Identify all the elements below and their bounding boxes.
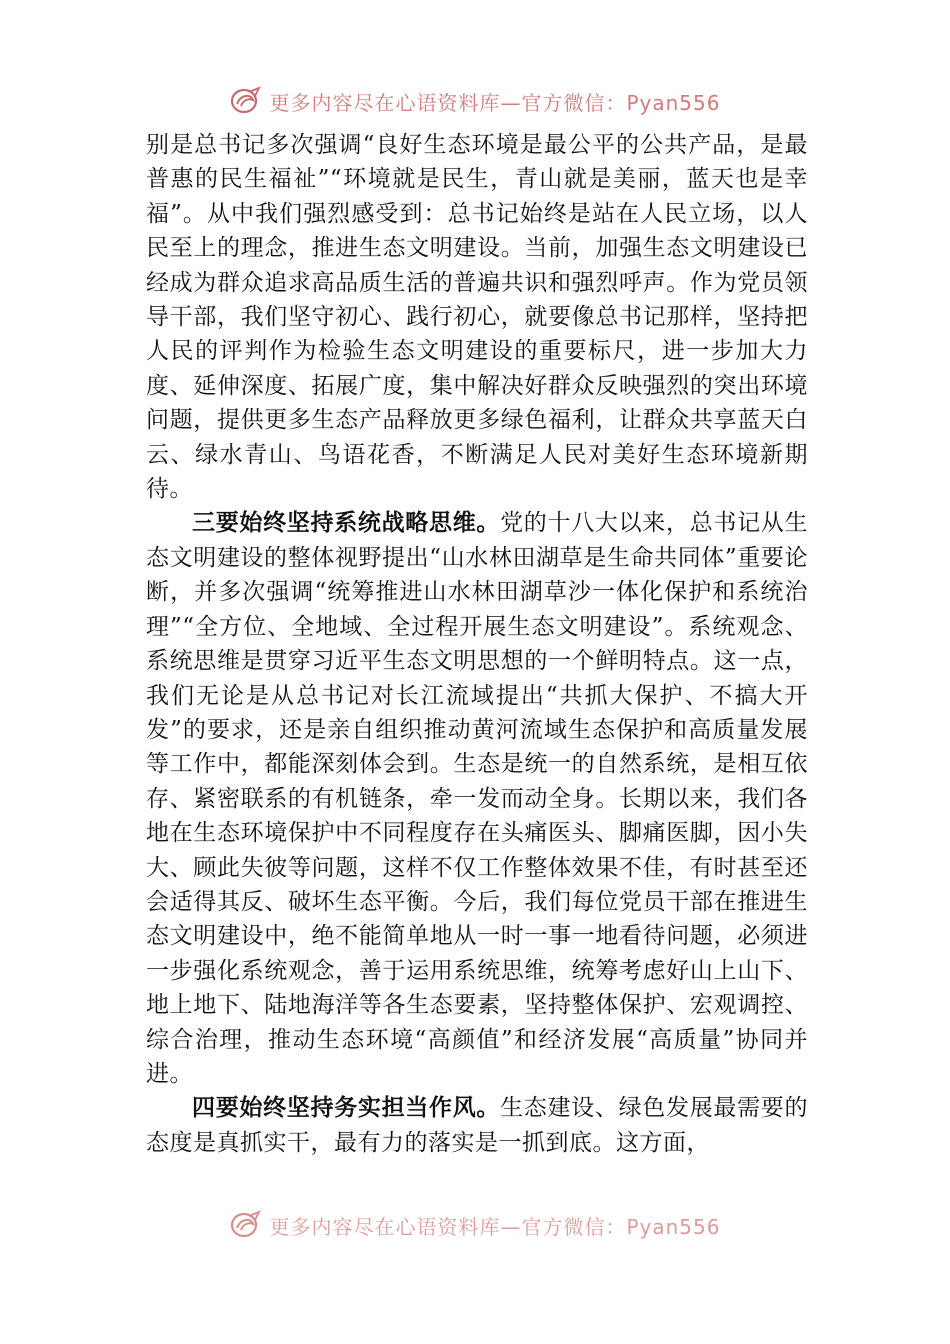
watermark-header xyxy=(0,84,950,118)
paragraph-3 xyxy=(146,1091,808,1160)
paragraph-1-text: 别是总书记多次强调“良好生态环境是最公平的公共产品，是最普惠的民生福祉”“环境就是民生，青山就是美丽，蓝天也是幸福”。从中我们强烈感受到：总书记始终是站在人民立场，以人民至上的理念，推进生态文明建设。当前，加强生态文明建设已经成为群众追求高品质生活的普遍共识和强烈呼声。作为党员领导干部，我们坚守初心、践行初心，就要像总书记那样，坚持把人民的评判作为检验生态文明建设的重要标尺，进一步加大力度、延伸深度、拓展广度，集中解决好群众反映强烈的突出环境问题，提供更多生态产品释放更多绿色福利，让群众共享蓝天白云、绿水青山、鸟语花香，不断满足人民对美好生态环境新期待。 xyxy=(146,132,808,503)
swirl-logo-icon xyxy=(229,86,263,116)
paragraph-2-text: 党的十八大以来，总书记从生态文明建设的整体视野提出“山水林田湖草是生命共同体”重要论断，并多次强调“统筹推进山水林田湖草沙一体化保护和系统治理”“全方位、全地域、全过程开展生态文明建设”。系统观念、系统思维是贯穿习近平生态文明思想的一个鲜明特点。这一点，我们无论是从总书记对长江流域提出“共抓大保护、不搞大开发”的要求，还是亲自组织推动黄河流域生态保护和高质量发展等工作中，都能深刻体会到。生态是统一的自然系统，是相互依存、紧密联系的有机链条，牵一发而动全身。长期以来，我们各地在生态环境保护中不同程度存在头痛医头、脚痛医脚，因小失大、顾此失彼等问题，这样不仅工作整体效果不佳，有时甚至还会适得其反、破坏生态平衡。今后，我们每位党员干部在推进生态文明建设中，绝不能简单地从一时一事一地看待问题，必须进一步强化系统观念，善于运用系统思维，统筹考虑好山上山下、地上地下、陆地海洋等各生态要素，坚持整体保护、宏观调控、综合治理，推动生态环境“高颜值”和经济发展“高质量”协同并进。 xyxy=(146,510,809,1087)
paragraph-3-text: 生态建设、绿色发展最需要的态度是真抓实干，最有力的落实是一抓到底。这方面， xyxy=(146,1095,809,1156)
paragraph-2 xyxy=(146,506,808,1091)
watermark-footer xyxy=(0,1208,950,1242)
watermark-text: 更多内容尽在心语资料库—官方微信：Pyan556 xyxy=(269,90,721,115)
watermark-text: 更多内容尽在心语资料库—官方微信：Pyan556 xyxy=(269,1214,721,1239)
paragraph-3-heading: 四要始终坚持务实担当作风。 xyxy=(192,1094,501,1122)
document-body xyxy=(146,128,808,1160)
paragraph-2-heading: 三要始终坚持系统战略思维。 xyxy=(192,509,501,537)
paragraph-1 xyxy=(146,128,808,506)
swirl-logo-icon xyxy=(229,1210,263,1240)
